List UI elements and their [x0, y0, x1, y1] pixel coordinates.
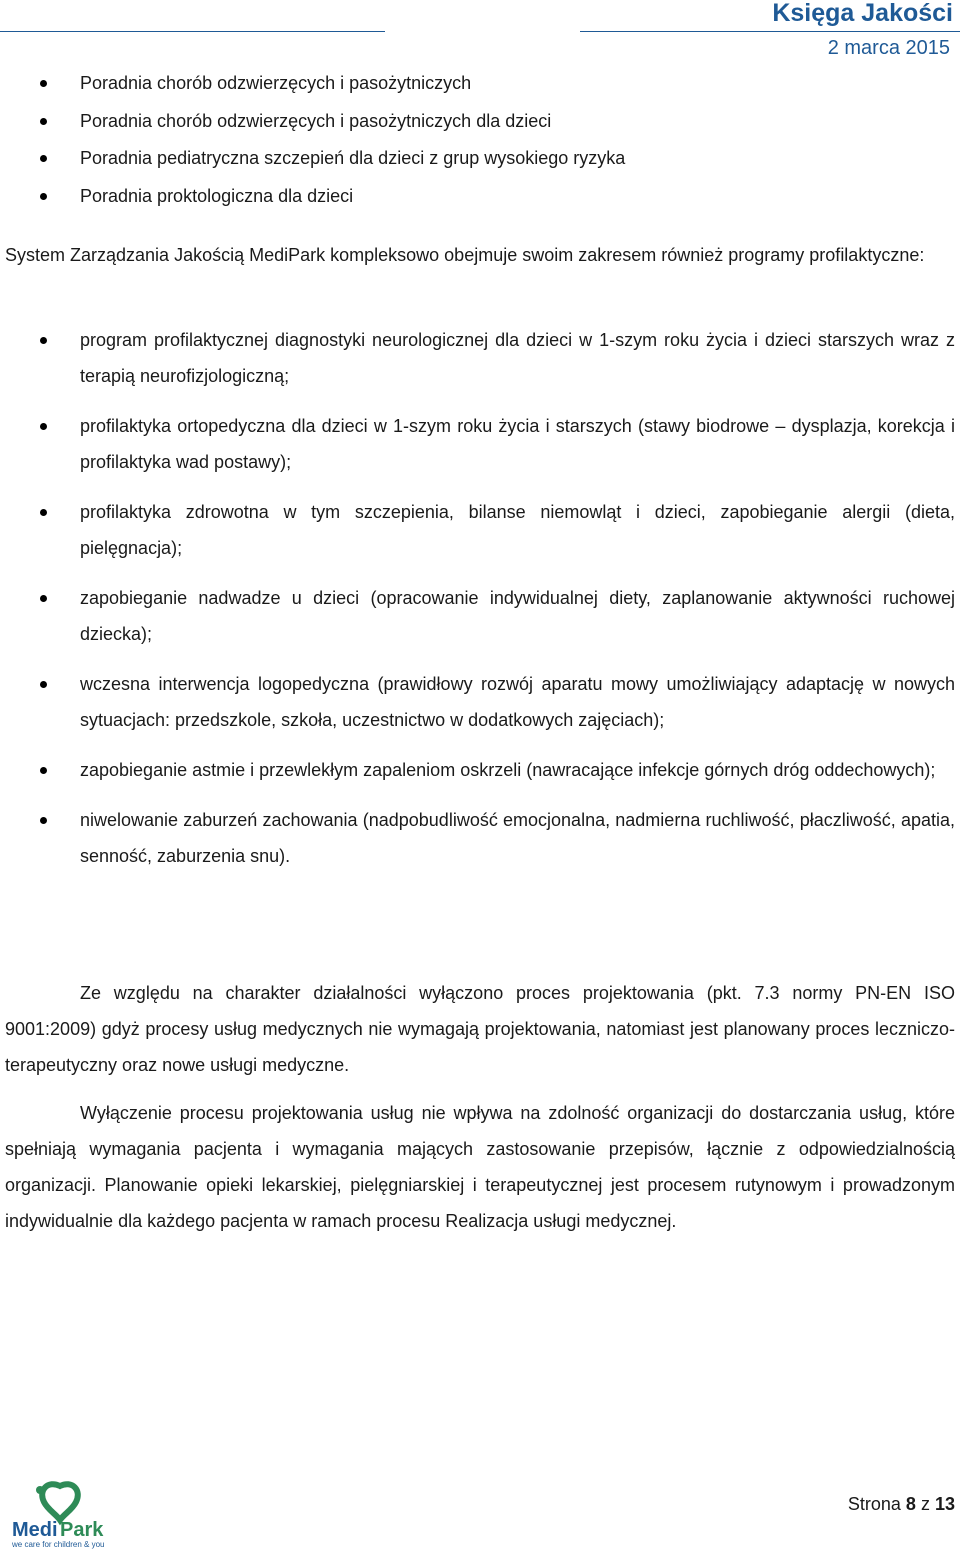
page-prefix: Strona — [847, 1494, 901, 1514]
list-item-text: Poradnia proktologiczna dla dzieci — [80, 185, 354, 206]
bullet-icon — [40, 118, 47, 125]
list-item-text: profilaktyka zdrowotna w tym szczepienia, bilanse niemowląt i dzieci, zapobieganie alergii (dieta, pielęgnacja); — [80, 502, 955, 558]
bullet-icon — [40, 817, 47, 824]
bullet-icon — [40, 423, 47, 430]
logo-wordmark: Medi — [12, 1519, 58, 1541]
logo-heart-icon — [42, 1484, 78, 1520]
bullet-icon — [40, 509, 47, 516]
list-item-text: wczesna interwencja logopedyczna (prawidłowy rozwój aparatu mowy umożliwiający adaptację w nowych sytuacjach: przedszkole, szkoła, uczestnictwo w dodatkowych zajęciach); — [80, 674, 955, 730]
list-item-text: zapobieganie astmie i przewlekłym zapaleniom oskrzeli (nawracające infekcje górnych dróg oddechowych); — [80, 760, 936, 780]
list-item-text: profilaktyka ortopedyczna dla dzieci w 1-szym roku życia i starszych (stawy biodrowe – dysplazja, korekcja i profilaktyka wad postawy); — [80, 416, 955, 472]
list-item — [0, 666, 960, 738]
page-header — [772, 0, 953, 60]
list-item-text: Poradnia pediatryczna szczepień dla dzieci z grup wysokiego ryzyka — [80, 148, 626, 168]
page-separator: z — [920, 1494, 930, 1514]
list-item — [0, 802, 960, 874]
intro-paragraph: System Zarządzania Jakością MediPark kompleksowo obejmuje swoim zakresem również programy profilaktyczne: — [5, 245, 925, 265]
list-item-text: zapobieganie nadwadze u dzieci (opracowanie indywidualnej diety, zaplanowanie aktywności ruchowej dziecka); — [80, 588, 955, 644]
header-rule-left — [0, 31, 385, 32]
bullet-icon — [40, 155, 47, 162]
list-item — [0, 580, 960, 652]
list-item-text: niwelowanie zaburzeń zachowania (nadpobudliwość emocjonalna, nadmierna ruchliwość, płaczliwość, apatia, senność, zaburzenia snu). — [80, 810, 955, 866]
exclusion-impact-paragraph: Wyłączenie procesu projektowania usług nie wpływa na zdolność organizacji do dostarczania usług, które spełniają wymagania pacjenta i wymagania mających zastosowanie przepisów, łącznie z odpowiedzialnością organizacji. Planowanie opieki lekarskiej, pielęgniarskiej i terapeutycznej jest procesem rutynowym i prowadzonym indywidualnie dla każdego pacjenta w ramach procesu Realizacja usługi medycznej. — [5, 1103, 955, 1231]
svg-text:Park: Park — [60, 1519, 104, 1541]
list-item — [0, 494, 960, 566]
logo-figure-icon — [36, 1486, 44, 1494]
programs-list — [0, 322, 960, 888]
list-item — [0, 140, 960, 178]
list-item — [0, 178, 960, 216]
bullet-icon — [40, 193, 47, 200]
bullet-icon — [40, 337, 47, 344]
list-item — [0, 322, 960, 394]
list-item — [0, 65, 960, 103]
logo-tagline: we care for children & you — [12, 1540, 105, 1549]
list-item-text: program profilaktycznej diagnostyki neurologicznej dla dzieci w 1-szym roku życia i dzieci starszych wraz z terapią neurofizjologiczną; — [80, 330, 955, 386]
list-item-text: Poradnia chorób odzwierzęcych i pasożytniczych dla dzieci — [80, 110, 552, 131]
clinic-list — [0, 65, 960, 215]
page-number — [848, 1492, 955, 1516]
exclusion-paragraph: Ze względu na charakter działalności wyłączono proces projektowania (pkt. 7.3 normy PN-EN ISO 9001:2009) gdyż procesy usług medycznych nie wymagają projektowania, natomiast jest planowany proces leczniczo-terapeutyczny oraz nowe usługi medyczne. — [5, 983, 955, 1075]
list-item — [0, 103, 960, 141]
list-item — [0, 408, 960, 480]
medipark-logo — [8, 1480, 112, 1550]
page-current: 8 — [905, 1494, 916, 1514]
page-total: 13 — [934, 1494, 955, 1514]
bullet-icon — [40, 80, 47, 87]
bullet-icon — [40, 681, 47, 688]
list-item — [0, 752, 960, 788]
document-date: 2 marca 2015 — [827, 37, 950, 59]
list-item-text: Poradnia chorób odzwierzęcych i pasożytniczych — [80, 73, 472, 93]
bullet-icon — [40, 767, 47, 774]
document-title: Księga Jakości — [772, 0, 953, 27]
bullet-icon — [40, 595, 47, 602]
